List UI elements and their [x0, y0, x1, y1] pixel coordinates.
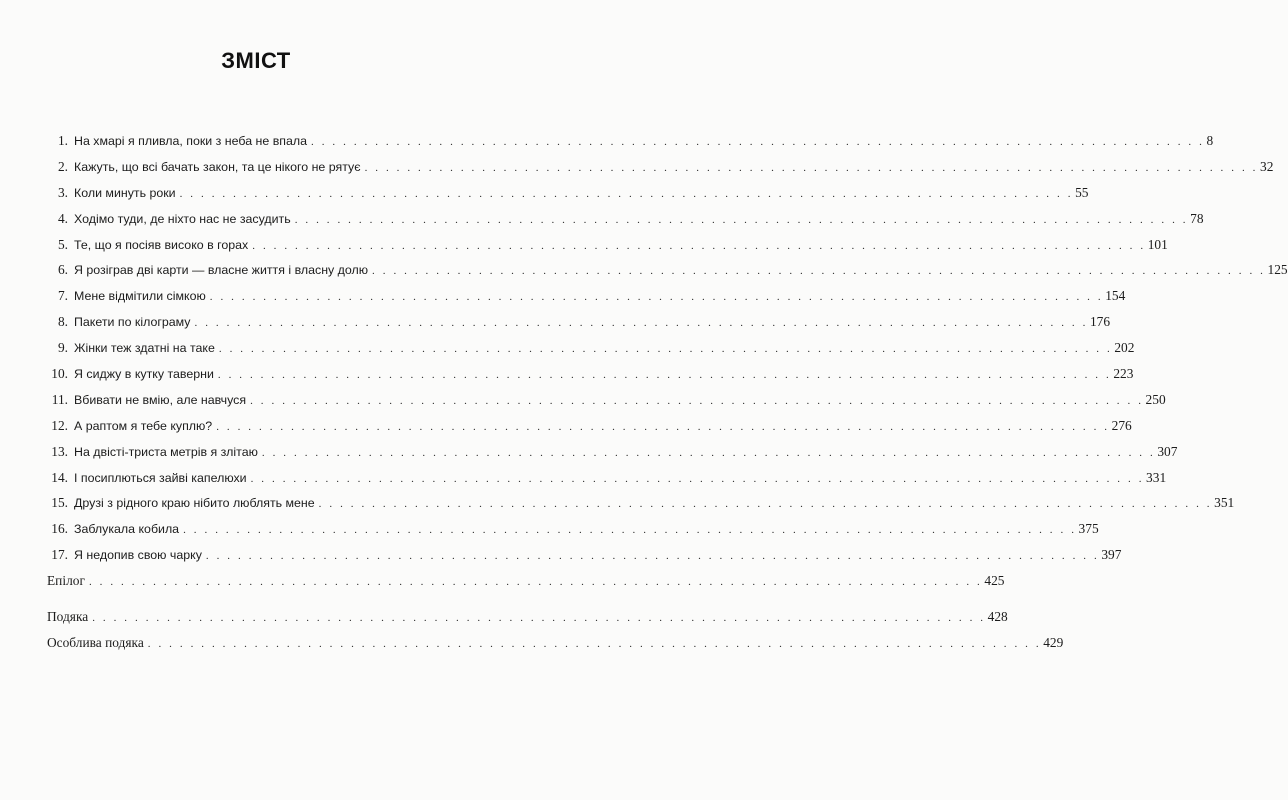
chapter-number: 15.	[51, 495, 68, 511]
chapter-number: 14.	[51, 469, 68, 485]
page-number: 101	[1147, 236, 1168, 252]
toc-entry[interactable]	[47, 361, 1134, 387]
page-number: 397	[1101, 547, 1122, 563]
chapter-title: А раптом я тебе куплю?	[74, 418, 213, 433]
toc-entry[interactable]	[47, 387, 1166, 413]
leader-dots	[183, 518, 1076, 544]
chapter-number: 2.	[57, 158, 68, 174]
chapter-title: Я недопив свою чарку	[74, 548, 202, 563]
toc-entry[interactable]	[47, 257, 1288, 283]
toc-entry[interactable]	[47, 465, 1167, 491]
toc-entry[interactable]	[47, 542, 1122, 568]
chapter-number: 5.	[57, 236, 68, 252]
leader-dots	[250, 389, 1143, 415]
chapter-number: 3.	[57, 184, 68, 200]
leader-dots	[89, 570, 982, 596]
toc-entry[interactable]	[47, 283, 1126, 309]
page-number: 428	[987, 609, 1008, 624]
chapter-title: Друзі з рідного краю нібито люблять мене	[74, 496, 315, 511]
page-number: 8	[1206, 133, 1214, 148]
leader-dots	[251, 467, 1144, 493]
page-number: 307	[1157, 443, 1178, 459]
leader-dots	[219, 337, 1112, 363]
toc-entry[interactable]	[47, 309, 1111, 335]
leader-dots	[319, 492, 1212, 518]
leader-dots	[148, 632, 1041, 658]
leader-dots	[216, 415, 1109, 441]
chapter-number: 16.	[51, 521, 68, 537]
acknowledgements-list	[47, 604, 1064, 656]
page-number: 202	[1114, 340, 1135, 356]
leader-dots	[252, 234, 1145, 260]
chapter-title: І посиплються зайві капелюхи	[74, 470, 247, 485]
chapter-title: Мене відмітили сімкою	[74, 289, 206, 304]
page-number: 154	[1105, 288, 1126, 304]
toc-entry[interactable]	[47, 128, 1214, 154]
leader-dots	[218, 363, 1111, 389]
leader-dots	[195, 311, 1088, 337]
chapter-number: 1.	[57, 133, 68, 148]
chapter-title: Пакети по кілограму	[74, 315, 191, 330]
toc-entry[interactable]	[47, 180, 1089, 206]
chapter-title: Жінки теж здатні на таке	[74, 341, 215, 356]
chapter-number: 10.	[51, 366, 68, 382]
leader-dots	[180, 182, 1073, 208]
chapter-title: Заблукала кобила	[74, 522, 180, 537]
chapter-number: 12.	[51, 417, 68, 433]
leader-dots	[311, 130, 1204, 156]
page-number: 429	[1043, 634, 1064, 650]
page-number: 331	[1146, 469, 1167, 485]
chapter-number: 4.	[57, 210, 68, 226]
leader-dots	[295, 208, 1188, 234]
leader-dots	[210, 285, 1103, 311]
acknowledgements-title: Подяка	[47, 609, 89, 624]
toc-entry[interactable]	[47, 154, 1274, 180]
chapter-title: Ходімо туди, де ніхто нас не засудить	[74, 211, 291, 226]
chapter-title: Я сиджу в кутку таверни	[74, 367, 214, 382]
chapter-title: На хмарі я пливла, поки з неба не впала	[74, 134, 308, 148]
leader-dots	[365, 156, 1258, 182]
toc-entry-special-thanks[interactable]	[47, 630, 1064, 656]
page-number: 425	[984, 573, 1005, 589]
page-number: 375	[1078, 521, 1099, 537]
page-number: 176	[1089, 314, 1111, 330]
page-number: 276	[1111, 417, 1132, 433]
leader-dots	[372, 259, 1265, 285]
toc-entry[interactable]	[47, 516, 1099, 542]
chapter-title: На двісті-триста метрів я злітаю	[74, 444, 258, 459]
chapter-title: Кажуть, що всі бачать закон, та це нікого не рятує	[74, 159, 361, 174]
epilogue-title: Епілог	[47, 573, 85, 589]
chapter-number: 9.	[57, 340, 68, 356]
page-number: 250	[1145, 391, 1166, 407]
toc-entry[interactable]	[47, 335, 1135, 361]
chapter-number: 13.	[51, 443, 68, 459]
page-title: ЗМІСТ	[221, 48, 291, 73]
toc-entry[interactable]	[47, 439, 1178, 465]
toc-entry-acknowledgements[interactable]	[47, 604, 1008, 630]
table-of-contents	[47, 128, 1288, 594]
leader-dots	[206, 544, 1099, 570]
page-number: 78	[1190, 210, 1204, 226]
toc-entry-epilogue[interactable]	[47, 568, 1005, 594]
chapter-title: Вбивати не вмію, але навчуся	[74, 392, 247, 407]
chapter-number: 17.	[51, 547, 68, 563]
toc-entry[interactable]	[47, 206, 1204, 232]
chapter-title: Я розіграв дві карти — власне життя і власну долю	[74, 263, 369, 278]
chapter-number: 11.	[51, 391, 68, 407]
chapter-title: Те, що я посіяв високо в горах	[74, 237, 249, 252]
chapter-number: 8.	[57, 314, 68, 330]
page-number: 223	[1113, 366, 1134, 382]
page-number: 125	[1267, 262, 1288, 278]
chapter-number: 7.	[57, 288, 68, 304]
special-thanks-title: Особлива подяка	[47, 634, 144, 650]
page-number: 55	[1075, 184, 1089, 200]
page-number: 351	[1214, 495, 1235, 511]
page-number: 32	[1260, 158, 1274, 174]
leader-dots	[92, 606, 985, 632]
chapter-title: Коли минуть роки	[74, 185, 176, 200]
chapter-number: 6.	[57, 262, 68, 278]
toc-entry[interactable]	[47, 413, 1132, 439]
toc-entry[interactable]	[47, 490, 1235, 516]
leader-dots	[262, 441, 1155, 467]
toc-entry[interactable]	[47, 232, 1168, 258]
